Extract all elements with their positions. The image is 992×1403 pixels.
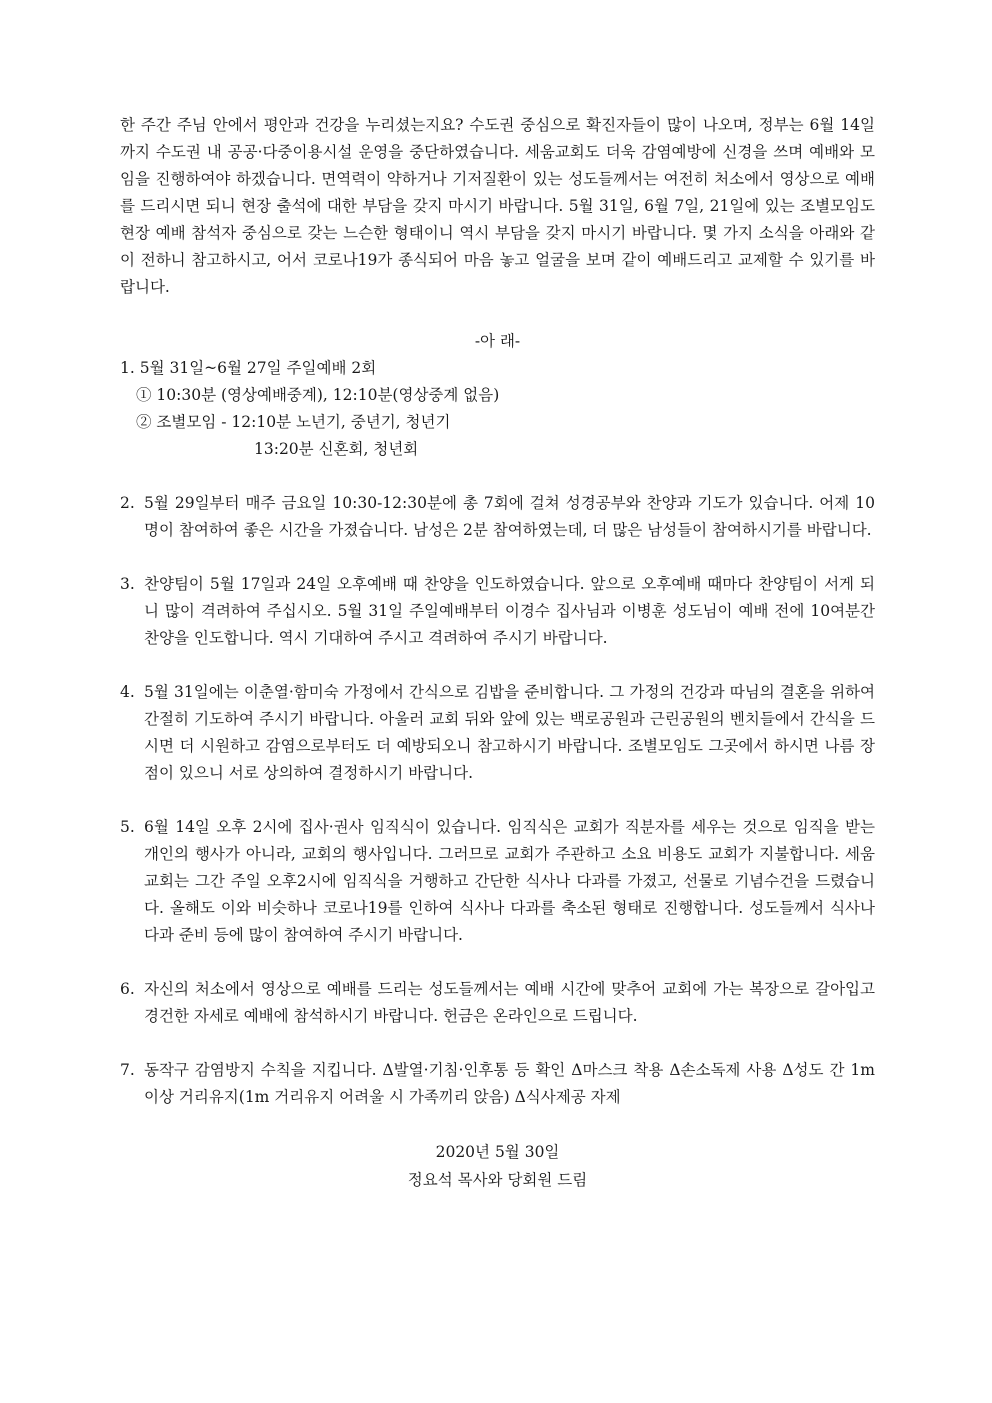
notice-item-7 bbox=[120, 1057, 875, 1111]
notice-item-1-sub-1: ① 10:30분 (영상예배중계), 12:10분(영상중계 없음) bbox=[136, 386, 500, 404]
notice-item-text: 5월 31일에는 이춘열·함미숙 가정에서 간식으로 김밥을 준비합니다. 그 가정의 건강과 따님의 결혼을 위하여 간절히 기도하여 주시기 바랍니다. 아울러 교회 뒤와 앞에 있는 백로공원과 근린공원의 벤치들에서 간식을 드시면 더 시원하고 감염으로부터도 더 예방되오니 참고하시기 바랍니다. 조별모임도 그곳에서 하시면 나름 장점이 있으니 서로 상의하여 결정하시기 바랍니다. bbox=[144, 683, 875, 782]
closing-signature: 정요석 목사와 당회원 드림 bbox=[407, 1171, 588, 1189]
notice-item-4 bbox=[120, 679, 875, 787]
notice-item-text: 6월 14일 오후 2시에 집사·권사 임직식이 있습니다. 임직식은 교회가 직분자를 세우는 것으로 임직을 받는 개인의 행사가 아니라, 교회의 행사입니다. 그러므로 교회가 주관하고 소요 비용도 교회가 지불합니다. 세움교회는 그간 주일 오후2시에 임직식을 거행하고 간단한 식사나 다과를 가졌고, 선물로 기념수건을 드렸습니다. 올해도 이와 비슷하나 코로나19를 인하여 식사나 다과를 축소된 형태로 진행합니다. 성도들께서 식사나 다과 준비 등에 많이 참여하여 주시기 바랍니다. bbox=[144, 818, 875, 944]
notice-item-1-title: 1. 5월 31일~6월 27일 주일예배 2회 bbox=[120, 359, 377, 377]
notice-item-number: 7. bbox=[120, 1061, 135, 1079]
notice-item-number: 3. bbox=[120, 575, 135, 593]
notice-item-5 bbox=[120, 814, 875, 949]
notice-item-1 bbox=[120, 355, 875, 463]
bulletin-page bbox=[120, 112, 875, 1194]
notice-item-3 bbox=[120, 571, 875, 652]
notice-item-text: 동작구 감염방지 수칙을 지킵니다. Δ발열·기침·인후통 등 확인 Δ마스크 착용 Δ손소독제 사용 Δ성도 간 1m 이상 거리유지(1m 거리유지 어려울 시 가족끼리 앉음) Δ식사제공 자제 bbox=[144, 1061, 875, 1106]
notice-heading: -아 래- bbox=[474, 332, 521, 350]
notice-item-1-sub-2: ② 조별모임 - 12:10분 노년기, 중년기, 청년기 bbox=[136, 413, 451, 431]
notice-item-1-sub-3: 13:20분 신혼회, 청년회 bbox=[254, 440, 419, 458]
notice-item-6 bbox=[120, 976, 875, 1030]
notice-item-text: 자신의 처소에서 영상으로 예배를 드리는 성도들께서는 예배 시간에 맞추어 교회에 가는 복장으로 갈아입고 경건한 자세로 예배에 참석하시기 바랍니다. 헌금은 온라인으로 드립니다. bbox=[144, 980, 875, 1025]
intro-paragraph: 한 주간 주님 안에서 평안과 건강을 누리셨는지요? 수도권 중심으로 확진자들이 많이 나오며, 정부는 6월 14일까지 수도권 내 공공·다중이용시설 운영을 중단하였습니다. 세움교회도 더욱 감염예방에 신경을 쓰며 예배와 모임을 진행하여야 하겠습니다. 면역력이 약하거나 기저질환이 있는 성도들께서는 여전히 처소에서 영상으로 예배를 드리시면 되니 현장 출석에 대한 부담을 갖지 마시기 바랍니다. 5월 31일, 6월 7일, 21일에 있는 조별모임도 현장 예배 참석자 중심으로 갖는 느슨한 형태이니 역시 부담을 갖지 마시기 바랍니다. 몇 가지 소식을 아래와 같이 전하니 참고하시고, 어서 코로나19가 종식되어 마음 놓고 얼굴을 보며 같이 예배드리고 교제할 수 있기를 바랍니다. bbox=[120, 116, 875, 296]
closing-date: 2020년 5월 30일 bbox=[435, 1143, 560, 1161]
notice-item-number: 2. bbox=[120, 494, 135, 512]
notice-item-number: 5. bbox=[120, 818, 135, 836]
notice-item-text: 찬양팀이 5월 17일과 24일 오후예배 때 찬양을 인도하였습니다. 앞으로 오후예배 때마다 찬양팀이 서게 되니 많이 격려하여 주십시오. 5월 31일 주일예배부터 이경수 집사님과 이병훈 성도님이 예배 전에 10여분간 찬양을 인도합니다. 역시 기대하여 주시고 격려하여 주시기 바랍니다. bbox=[144, 575, 875, 647]
notice-item-2 bbox=[120, 490, 875, 544]
notice-item-number: 4. bbox=[120, 683, 135, 701]
notice-item-text: 5월 29일부터 매주 금요일 10:30-12:30분에 총 7회에 걸쳐 성경공부와 찬양과 기도가 있습니다. 어제 10명이 참여하여 좋은 시간을 가졌습니다. 남성은 2분 참여하였는데, 더 많은 남성들이 참여하시기를 바랍니다. bbox=[144, 494, 875, 539]
notice-item-number: 6. bbox=[120, 980, 135, 998]
closing-block bbox=[120, 1138, 875, 1194]
